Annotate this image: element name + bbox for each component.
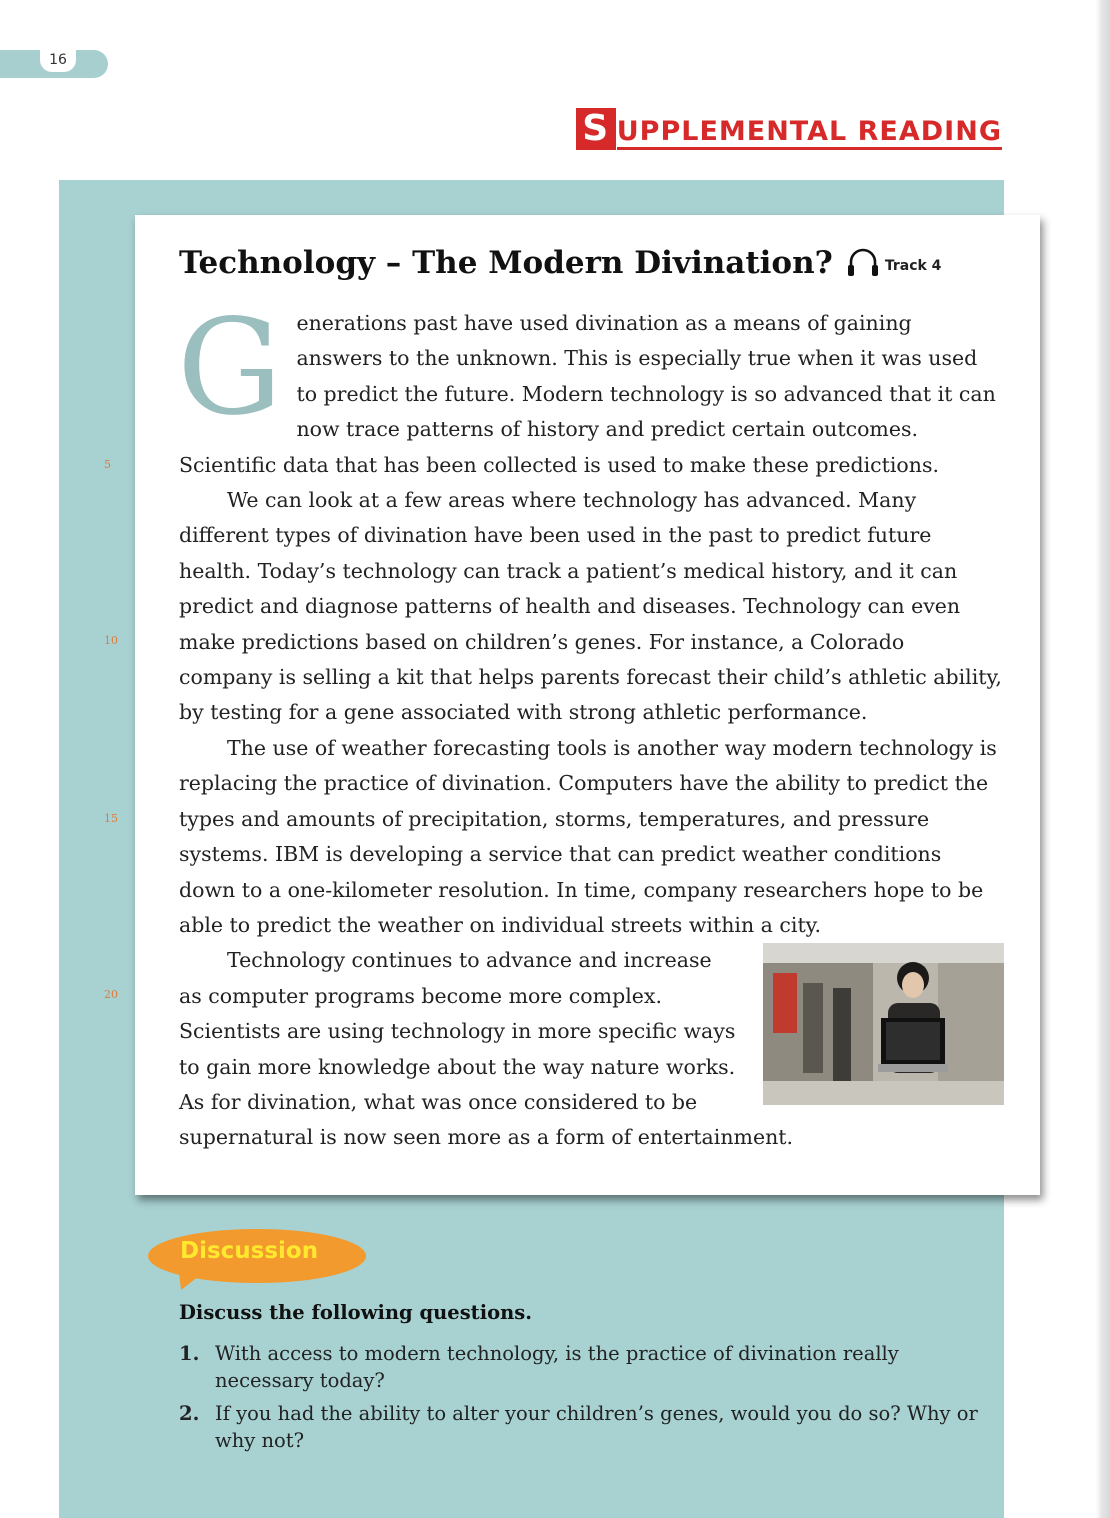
discussion-label: Discussion: [180, 1238, 319, 1264]
question-text: If you had the ability to alter your children’s genes, would you do so? Why or why not?: [215, 1402, 978, 1452]
page-number-tab: [0, 50, 108, 78]
discussion-questions: [179, 1340, 979, 1460]
line-number-10: 10: [104, 634, 118, 647]
question-item: [179, 1400, 979, 1454]
article-title: Technology – The Modern Divination?: [179, 245, 833, 281]
woman-with-laptop-photo: [763, 943, 1004, 1105]
track-label: Track 4: [884, 258, 942, 274]
section-title-word2: READING: [857, 116, 1002, 147]
line-number-15: 15: [104, 812, 118, 825]
line-number-20: 20: [104, 988, 118, 1001]
discussion-heading: Discuss the following questions.: [179, 1301, 533, 1324]
page-edge-shadow: [1096, 0, 1110, 1518]
headphones-icon[interactable]: [845, 246, 881, 280]
question-number: 2.: [179, 1402, 200, 1425]
section-title-word1: UPPLEMENTAL: [616, 116, 848, 147]
article-title-row: [179, 245, 979, 281]
paragraph-3: The use of weather forecasting tools is another way modern technology is replacing the practice of divination. Computers have the ability to predict the types and amounts of precipitation, storms, temperatures, and pressure systems. IBM is developing a service that can predict weather conditions down to a one-kilometer resolution. In time, company researchers hope to be able to predict the weather on individual streets within a city.: [179, 735, 997, 937]
line-number-5: 5: [104, 458, 111, 471]
drop-cap: G: [177, 291, 283, 445]
section-title-rest: [617, 117, 1002, 150]
discussion-badge: [147, 1228, 367, 1290]
paragraph-1: [177, 291, 1003, 483]
question-item: [179, 1340, 979, 1394]
section-title-initial: S: [576, 108, 616, 150]
page-number: 16: [40, 50, 76, 72]
question-number: 1.: [179, 1342, 200, 1365]
paragraph-1-text: enerations past have used divination as a means of gaining answers to the unknown. This is especially true when it was used to predict the future. Modern technology is so advanced that it can now trace patterns of history and predict certain outcomes. Scientific data that has been collected is used to make these predictions.: [179, 311, 996, 477]
paragraph-4-text: Technology continues to advance and increase as computer programs become more complex. Scientists are using technology in more specific ways to gain more knowledge about the way nature works. As for divination, what was once considered to be supernatural is now seen more as a form of entertainment.: [179, 948, 794, 1150]
section-title: [576, 108, 1002, 150]
paragraph-4: [179, 943, 1003, 1155]
article-body: [177, 291, 1003, 1156]
question-text: With access to modern technology, is the practice of divination really necessary today?: [215, 1342, 899, 1392]
paragraph-2: We can look at a few areas where technology has advanced. Many different types of divination have been used in the past to predict future health. Today’s technology can track a patient’s medical history, and it can predict and diagnose patterns of health and diseases. Technology can even make predictions based on children’s genes. For instance, a Colorado company is selling a kit that helps parents forecast their child’s athletic ability, by testing for a gene associated with strong athletic performance.: [179, 488, 1002, 725]
